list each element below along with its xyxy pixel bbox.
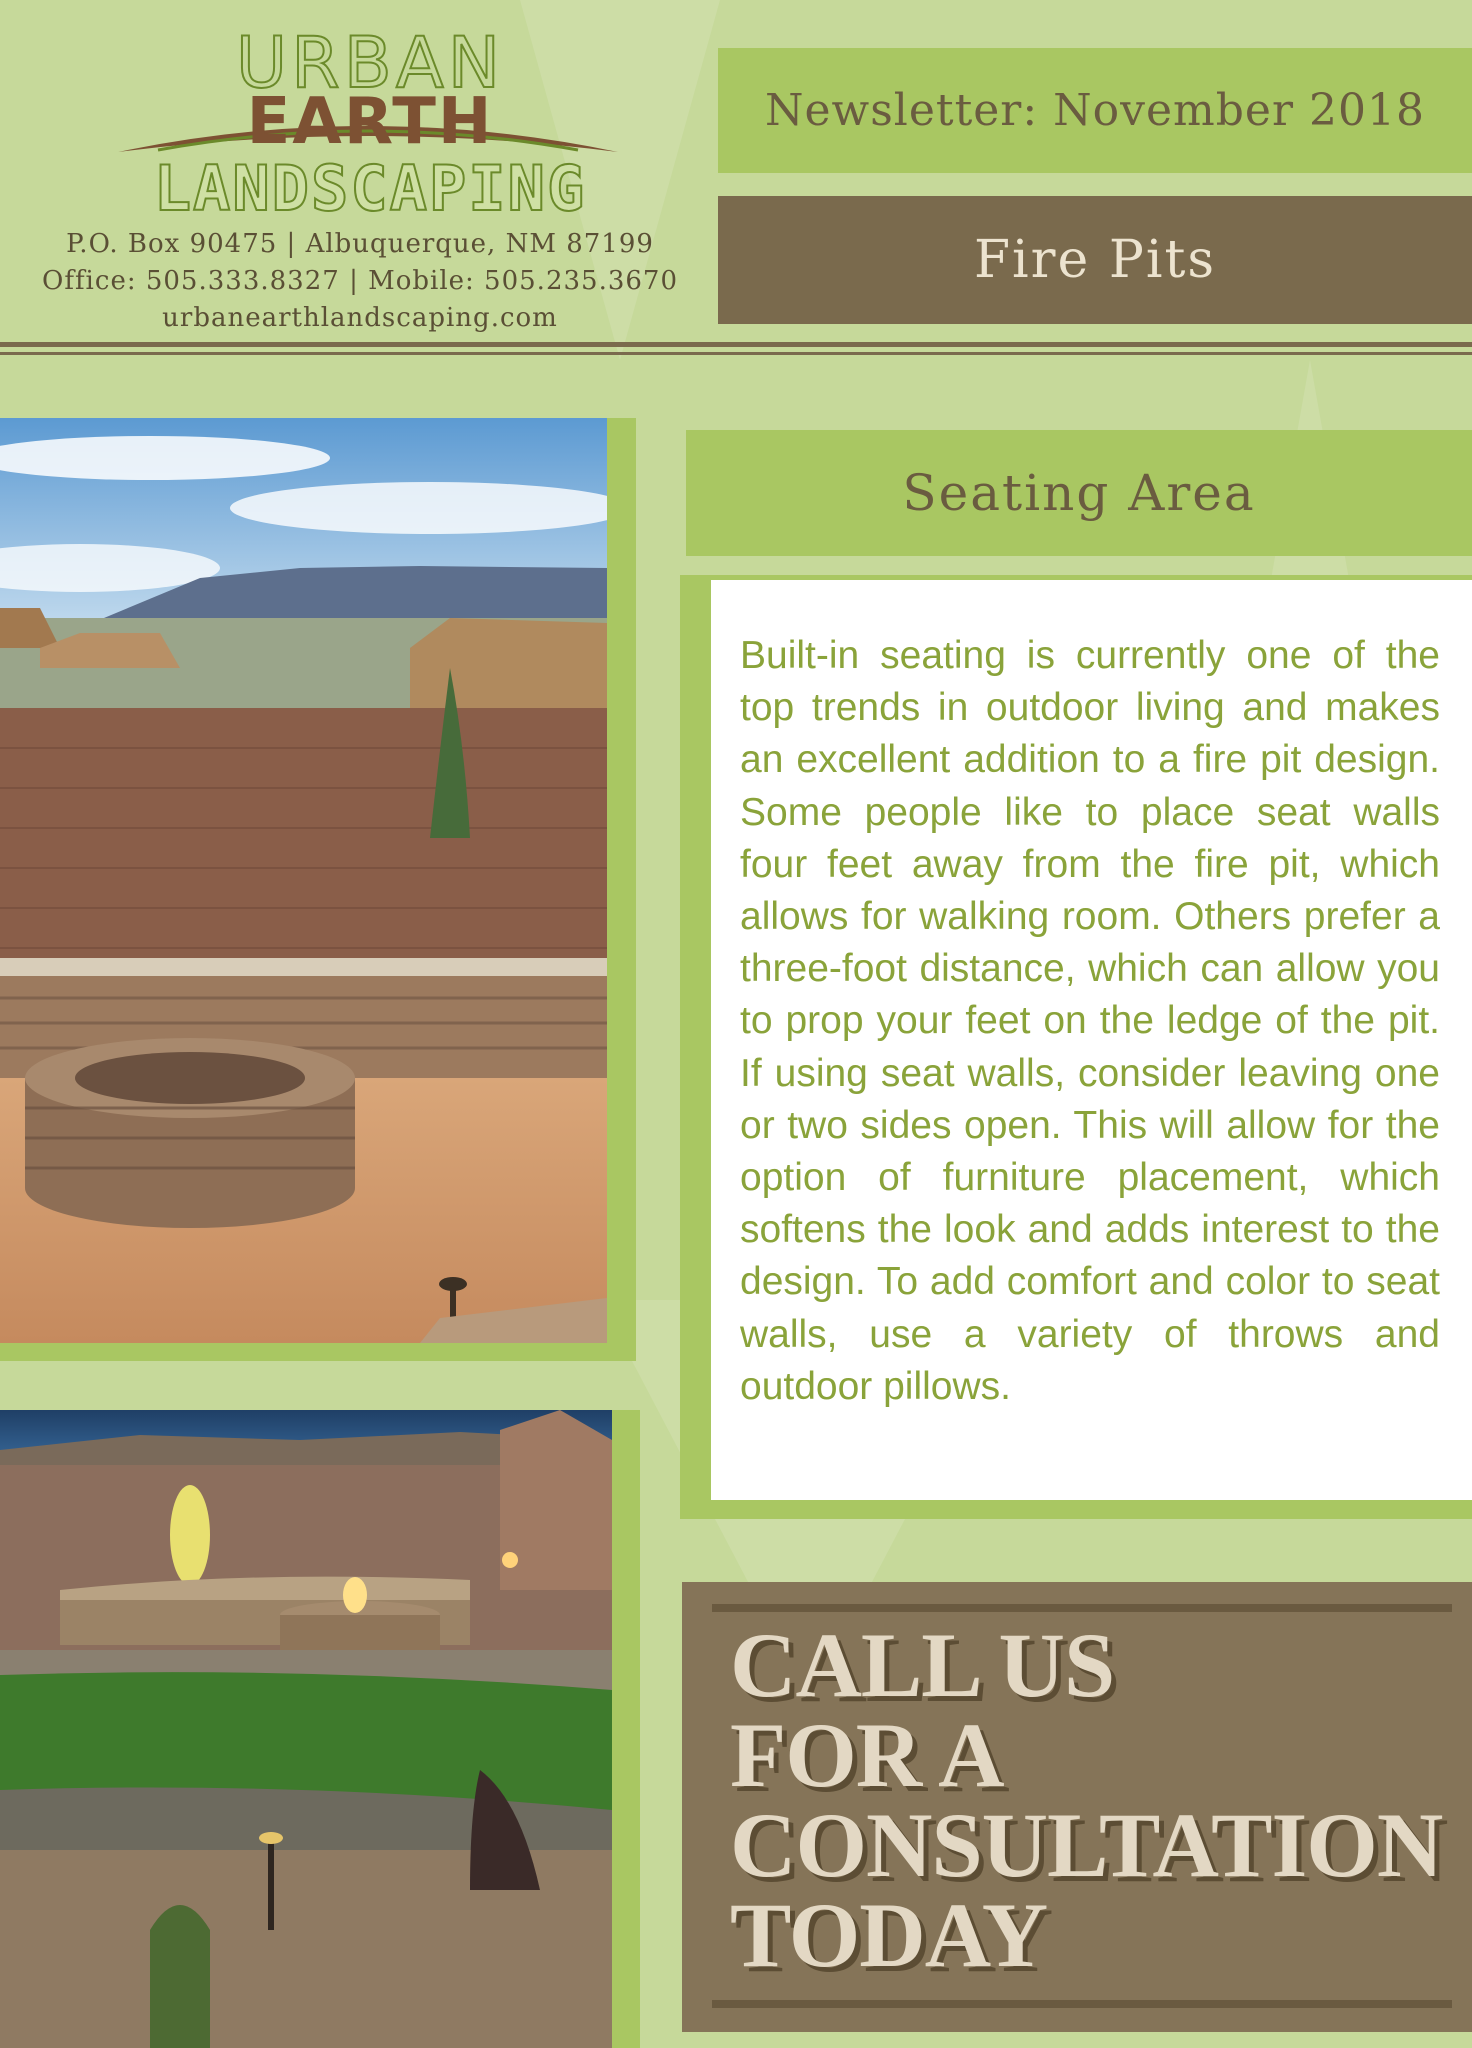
cta-line-3: CONSULTATION — [730, 1794, 1443, 1896]
cta-rule-top — [712, 1604, 1452, 1612]
address: P.O. Box 90475 | Albuquerque, NM 87199 — [66, 229, 654, 259]
contact-info — [20, 226, 700, 337]
topic-title: Fire Pits — [718, 196, 1472, 324]
article-body: Built-in seating is currently one of the top trends in outdoor living and makes an excellent addition to a fire pit design. Some people like to place seat walls four feet away from the fire pit, which allows for walking room. Others prefer a three-foot distance, which can allow you to prop your feet on the ledge of the pit. If using seat walls, consider leaving one or two sides open. This will allow for the option of furniture placement, which softens the look and adds interest to the design. To add comfort and color to seat walls, use a variety of throws and outdoor pillows. — [740, 634, 1440, 1408]
company-logo — [100, 22, 630, 228]
logo-landscaping: LANDSCAPING — [153, 152, 587, 225]
divider — [0, 352, 1472, 355]
cta-rule-bottom — [712, 2000, 1452, 2008]
cta-text — [730, 1614, 1460, 1986]
cta-line-2: FOR A — [730, 1704, 1004, 1806]
divider — [0, 342, 1472, 347]
cta-line-4: TODAY — [730, 1884, 1048, 1986]
cta-line-1: CALL US — [730, 1614, 1115, 1716]
logo-earth: EARTH — [246, 85, 494, 159]
fire-pit-night-photo — [0, 1410, 612, 2048]
article-heading: Seating Area — [686, 430, 1472, 556]
website-link[interactable]: urbanearthlandscaping.com — [162, 303, 558, 333]
newsletter-date: Newsletter: November 2018 — [718, 48, 1472, 173]
call-to-action[interactable] — [682, 1582, 1472, 2032]
fire-pit-day-photo — [0, 418, 607, 1343]
phone-numbers: Office: 505.333.8327 | Mobile: 505.235.3670 — [42, 266, 678, 296]
logo-urban: URBAN — [235, 22, 505, 104]
